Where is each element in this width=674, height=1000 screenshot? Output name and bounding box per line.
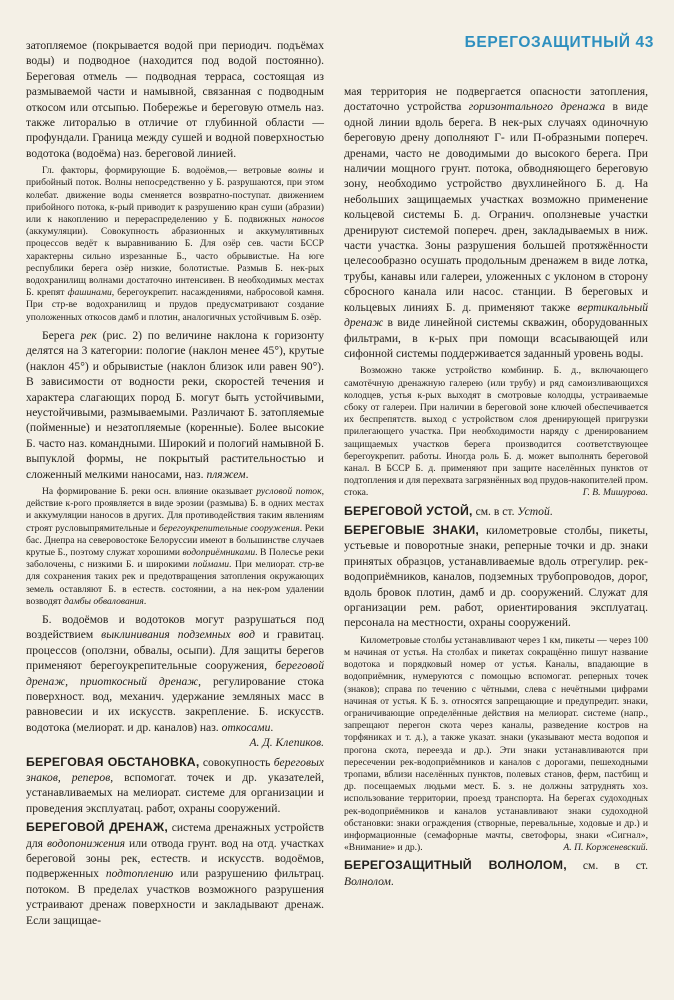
- author-signature: Г. В. Мишурова.: [582, 487, 648, 499]
- right-column: [344, 84, 648, 889]
- headword: БЕРЕГОВОЙ УСТОЙ,: [344, 503, 473, 518]
- headword: БЕРЕГОВАЯ ОБСТАНОВКА,: [26, 754, 200, 769]
- entry-beregozashchitny-volnolom: БЕРЕГОЗАЩИТНЫЙ ВОЛНОЛОМ, см. в ст. Волнолом.: [344, 858, 648, 888]
- small-paragraph: На формирование Б. реки осн. влияние оказывает русловой поток, действие к-рого проявляется в виде эрозии (размыва) Б. в одних местах и аккумуляции наносов в других. Для противодействия таким явлениям строят русловыпрямительные и берегоукрепительные сооружения. Реки бас. Днепра на северовостоке Белоруссии имеют в большинстве случаев крутые Б., поэтому служат хорошими водоприёмниками. В Полесье реки заболочены, с низкими Б. и широкими поймами. При мелиорат. стр-ве для сохранения таких рек и предотвращения затопления окружающих земель оставляют Б. в естеств. состоянии, а на нек-ром удалении возводят дамбы обвалования.: [26, 485, 325, 607]
- author-signature: А. Д. Клепиков.: [249, 736, 324, 750]
- entry-beregovaya-obstanovka: БЕРЕГОВАЯ ОБСТАНОВКА, совокупность береговых знаков, реперов, вспомогат. точек и др. указателей, устанавливаемых на мелиорат. системе для организации и проведения эксплуатац. работ, охраны сооружений.: [26, 754, 324, 815]
- entry-beregovoy-ustoy: БЕРЕГОВОЙ УСТОЙ, см. в ст. Устой.: [344, 503, 553, 518]
- paragraph: затопляемое (покрывается водой при периодич. подъёмах воды) и подводное (находится под водой постоянно). Береговая отмель — подводная терраса, состоящая из размываемой части и намывной, связанная с подводным откосом или отсыпью. Побережье и береговую отмель наз. также литоралью в отличие от глубинной области — профундали. Граница между сушей и водной поверхностью водотока (водоёма) наз. береговой линией.: [26, 39, 324, 160]
- paragraph: Берега рек (рис. 2) по величине наклона к горизонту делятся на 3 категории: пологие (наклон менее 45°), крутые (наклон 45°) и обрывистые (наклон близок или равен 90°). В зависимости от водности реки, скоростей течения и характера слагающих пород Б. могут быть устойчивыми, неустойчивыми, размываемыми. Различают Б. затопляемые (пойменные) и незатопляемые (коренные). Более высокие Б. часто наз. командными. Широкий и пологий намывной Б. выпуклой формы, не покрытый растительностью и сложенный мелкими наносами, наз. пляжем.: [26, 328, 325, 481]
- paragraph: мая территория не подвергается опасности затопления, достаточно устройства горизонтального дренажа в виде одной линии вдоль берега. В нек-рых случаях одиночную береговую дрену дополняют Г- или П-образными попереч. дренами, часто не доводимыми до высокого берега. При наличии мощного грунт. потока, обводняющего береговую зону, необходимо устройство двухлинейного Б. д. На небольших защищаемых участках возможно применение кольцевой системы Б. д. Огранич. оползневые участки дренируют системой попереч. дрен, закладываемых в ниж. части участка. Зоны разрушения большей протяжённости целесообразно осушать продольным дренажем в виде лотка, трубы, канавы или галереи, уложенных с уклоном в сторону сбросного канала или насос. станции. В береговых и кольцевых линиях Б. д. применяют также вертикальный дренаж в виде линейной системы скважин, оборудованных фильтрами, в к-рых при помощи всасывающей или сифонной системы поддерживается заданный уровень воды.: [344, 85, 648, 360]
- paragraph: Б. водоёмов и водотоков могут разрушаться под воздействием выклинивания подземных вод и гравитац. процессов (оползни, обвалы, осыпи). Для защиты берегов применяют берегоукрепительные сооружения, береговой дренаж, приоткосный дренаж, регулирование стока поверхност. вод, механич. удержание земляных масс в равновесии и их искусств. закрепление. Б. искусств. водотока (мелиорат. и др. каналов) наз. откосами. А. Д. Клепиков.: [26, 612, 324, 750]
- author-signature: А. П. Корженевский.: [563, 842, 648, 854]
- headword: БЕРЕГОЗАЩИТНЫЙ ВОЛНОЛОМ,: [344, 858, 567, 873]
- small-paragraph: Километровые столбы устанавливают через 1 км, пикеты — через 100 м начиная от устья. На столбах и пикетах сокращённо пишут название водотока и порядковый номер от устья. Каналы, впадающие в водоприёмник, нумеруются с помощью вспомогат. реперных точек (знаков); справа по течению с чётными, слева с нечётными цифрами начиная от устья. К Б. з. относятся запрещающие и предупредит. знаки, ограничивающие определённые действия на мелиорат. системе (напр., запрещают перегон скота через каналы, разведение костров на торфяниках и т. д.), а также указат. знаки (указывают места водопоя и прогона скота, переезда и др.). Эти знаки устанавливаются при пересечении рек-водоприёмников и каналов с дорогами, пешеходными тропами, вблизи населённых пунктов, полевых станов, ферм, пастбищ и др. посещаемых людьми мест. Б. з. не должны затруднять хоз. использование территории, проезд транспорта. На берегах судоходных рек-водоприёмников и каналов устанавливают знаки судоходной обстановки: знаки ограждения (створные, перевальные, ходовые и др.) и информационные (семафорные мачты, светофоры, знаки «Сигнал», «Внимание» и др.). А. П. Корженевский.: [344, 634, 648, 854]
- headword: БЕРЕГОВОЙ ДРЕНАЖ,: [26, 820, 168, 835]
- running-head: БЕРЕГОЗАЩИТНЫЙ 43: [464, 34, 654, 51]
- headword: БЕРЕГОВЫЕ ЗНАКИ,: [344, 522, 480, 537]
- entry-beregovoy-drenazh: БЕРЕГОВОЙ ДРЕНАЖ, система дренажных устройств для водопонижения или отвода грунт. вод на отд. участках береговой зоны рек, естеств. и искусств. водоёмов, подверженных подтоплению или разрушению фильтрац. потоком. В пределах участков возможного разрушения устраивают дренаж поверхности и закладывают дренаж. Если защищае-: [26, 820, 325, 927]
- left-column: [26, 38, 324, 928]
- small-paragraph: Возможно также устройство комбинир. Б. д., включающего самотёчную дренажную галерею (или трубу) и ряд самоизливающихся колодцев, устья к-рых выходят в смотровые колодцы, устраиваемые сбоку от галереи. При наличии в береговой зоне ключей обеспечивается их беспрепятств. выход с устройством слоя дренирующей пригрузки прилегающего участка. При необходимости наряду с дренированием защищаемых участков берега производится соответствующее берегоукрепит. работы. Иногда роль Б. д. может выполнять береговой канал. В БССР Б. д. применяют при защите населённых пунктов от подтопления и для перехвата загрязнённых вод прудов-накопителей пром. стока. Г. В. Мишурова.: [344, 365, 648, 499]
- small-paragraph: Гл. факторы, формирующие Б. водоёмов,— ветровые волны и прибойный поток. Волны непосредственно у Б. разрушаются, при этом колебат. движение воды сменяется возвратно-поступат. движением прибойного потока, к-рый приводит к разрушению кран суши (абразии) или к накоплению и перераспределению у Б. подвижных наносов (аккумуляции). Совокупность абразионных и аккумулятивных процессов ведёт к выравниванию Б. Для озёр сев. части БССР характерны сильно изрезанные Б., часто обрывистые. На юге республики берега озёр низкие, болотистые. Размыв Б. нек-рых водохранилищ волнами достаточно интенсивен. В необходимых местах Б. крепят фашинами, берегоукрепит. насаждениями, набросовой камня. При стр-ве водохранилищ и прудов предусматривают создание уположенных откосов дамб и плотин, аналогичных устойчивым Б. озёр.: [26, 165, 324, 323]
- entry-beregovye-znaki: БЕРЕГОВЫЕ ЗНАКИ, километровые столбы, пикеты, устьевые и поворотные знаки, реперные точки и др. знаки принятых образцов, устанавливаемые вдоль отрегулир. рек-водоприёмников, каналов, подземных трубопроводов, дорог, вдоль бровок плотин, дамб и др. сооружений. Служат для организации рем. работ, ориентирования эксплуатац. персонала на местности, охраны сооружений.: [344, 522, 649, 630]
